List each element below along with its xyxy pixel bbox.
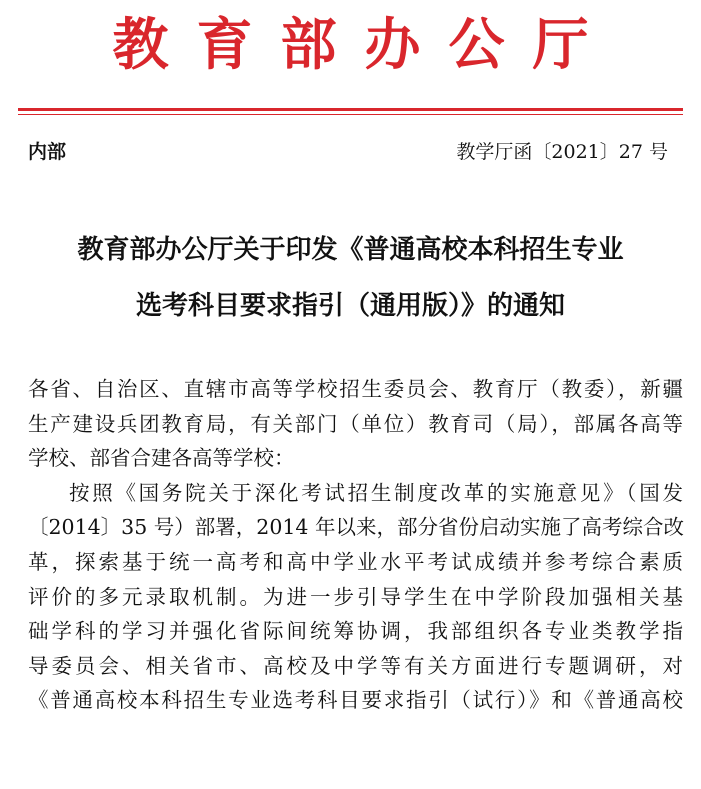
addressee-line: 生产建设兵团教育局，有关部门（单位）教育司（局），部属各高等 — [28, 411, 683, 436]
paragraph-line: 革，探索基于统一高考和高中学业水平考试成绩并参考综合素质 — [28, 549, 683, 574]
addressee-line: 学校、部省合建各高等学校： — [28, 446, 295, 471]
document-number: 教学厅函〔2021〕27 号 — [456, 141, 668, 163]
paragraph-line: 《普通高校本科招生专业选考科目要求指引（试行）》和《普通高校 — [28, 688, 683, 713]
paragraph-line: 〔2014〕35 号）部署，2014 年以来，部分省份启动实施了高考综合改 — [28, 515, 684, 540]
classification-label: 内部 — [28, 141, 67, 163]
masthead — [0, 10, 701, 80]
title-line-1: 教育部办公厅关于印发《普通高校本科招生专业 — [77, 235, 624, 265]
paragraph-line: 导委员会、相关省市、高校及中学等有关方面进行专题调研，对 — [28, 653, 683, 678]
paragraph-line: 按照《国务院关于深化考试招生制度改革的实施意见》（国发 — [69, 480, 683, 505]
document-body — [28, 372, 683, 718]
addressee-line: 各省、自治区、直辖市高等学校招生委员会、教育厅（教委），新疆 — [28, 377, 683, 401]
masthead-rule-thin — [18, 114, 683, 115]
addressee-block — [28, 372, 683, 476]
masthead-rule-thick — [18, 108, 683, 111]
paragraph-1 — [28, 476, 683, 718]
title-line-2: 选考科目要求指引（通用版）》的通知 — [135, 291, 565, 321]
masthead-title: 教育部办公厅 — [112, 12, 617, 78]
paragraph-line: 评价的多元录取机制。为进一步引导学生在中学阶段加强相关基 — [28, 584, 683, 609]
paragraph-line: 础学科的学习并强化省际间统筹协调，我部组织各专业类教学指 — [28, 619, 683, 644]
document-title — [0, 222, 701, 334]
